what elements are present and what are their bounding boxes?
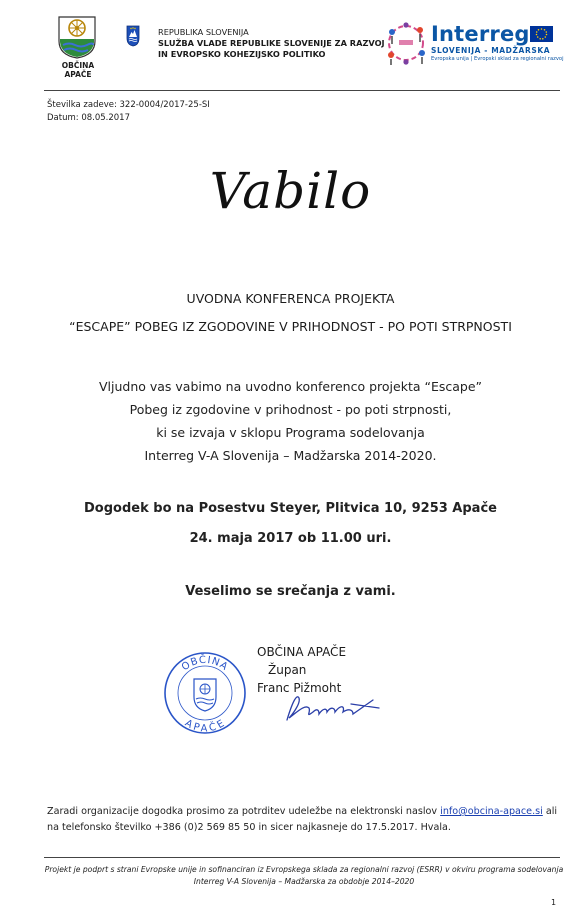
handwritten-signature	[283, 690, 381, 726]
eu-flag-icon	[530, 26, 553, 42]
reference-number: Številka zadeve: 322-0004/2017-25-SI	[47, 100, 210, 110]
signatory-role: Župan	[268, 663, 307, 677]
document-date: Datum: 08.05.2017	[47, 113, 130, 123]
slovenia-government-crest-icon	[126, 25, 140, 47]
invitation-title: Vabilo	[209, 162, 372, 220]
closing-greeting: Veselimo se srečanja z vami.	[185, 584, 396, 599]
interreg-fund-note: Evropska unija | Evropski sklad za regionalni razvoj	[431, 56, 564, 62]
header-divider	[44, 90, 560, 91]
signatory-organization: OBČINA APAČE	[257, 645, 347, 659]
svg-text:OBČINA: OBČINA	[179, 654, 231, 674]
invitation-text-line: Pobeg iz zgodovine v prihodnost - po poti strpnosti,	[129, 402, 452, 417]
signatory-name: Franc Pižmoht	[257, 681, 342, 695]
svg-text:APAČE: APAČE	[182, 717, 228, 735]
invitation-text-line: ki se izvaja v sklopu Programa sodelovanja	[156, 425, 425, 440]
rsvp-text: ali na telefonsko številko +386 (0)2 569 85 50 in sicer najkasneje do 17.5.2017. Hvala.	[47, 806, 558, 833]
municipality-coat-of-arms-icon	[57, 15, 97, 59]
rsvp-note	[47, 804, 562, 836]
gov-line-1: REPUBLIKA SLOVENIJA	[158, 27, 249, 37]
project-heading: “ESCAPE” POBEG IZ ZGODOVINE V PRIHODNOST - PO POTI STRPNOSTI	[69, 319, 512, 334]
page-number: 1	[551, 898, 557, 907]
eu-funding-disclaimer: Projekt je podprt s strani Evropske unije in sofinanciran iz Evropskega sklada za regionalni razvoj (ESRR) v okviru programa sodelovanja Interreg V-A Slovenija – Madžarska za obdobje 2014–2020	[44, 865, 564, 886]
escape-project-people-icon	[382, 20, 430, 66]
interreg-wordmark: Interreg	[431, 22, 530, 46]
event-datetime: 24. maja 2017 ob 11.00 uri.	[189, 531, 392, 546]
municipality-label: OBČINA APAČE	[61, 61, 95, 79]
event-venue: Dogodek bo na Posestvu Steyer, Plitvica 10, 9253 Apače	[84, 501, 497, 516]
invitation-text-line: Interreg V-A Slovenija – Madžarska 2014-2020.	[144, 448, 437, 463]
interreg-program-name: SLOVENIJA - MADŽARSKA	[431, 46, 551, 55]
government-office-name	[158, 27, 385, 60]
conference-heading: UVODNA KONFERENCA PROJEKTA	[186, 291, 395, 306]
rsvp-text: Zaradi organizacije dogodka prosimo za potrditev udeležbe na elektronski naslov	[47, 806, 441, 817]
rsvp-email-link[interactable]: info@obcina-apace.si	[440, 806, 543, 817]
gov-line-2: SLUŽBA VLADE REPUBLIKE SLOVENIJE ZA RAZVOJ	[158, 38, 385, 48]
gov-line-3: IN EVROPSKO KOHEZIJSKO POLITIKO	[158, 49, 326, 59]
footer-divider	[44, 857, 560, 858]
municipality-stamp-icon	[163, 651, 247, 735]
invitation-text-line: Vljudno vas vabimo na uvodno konferenco projekta “Escape”	[98, 379, 483, 394]
